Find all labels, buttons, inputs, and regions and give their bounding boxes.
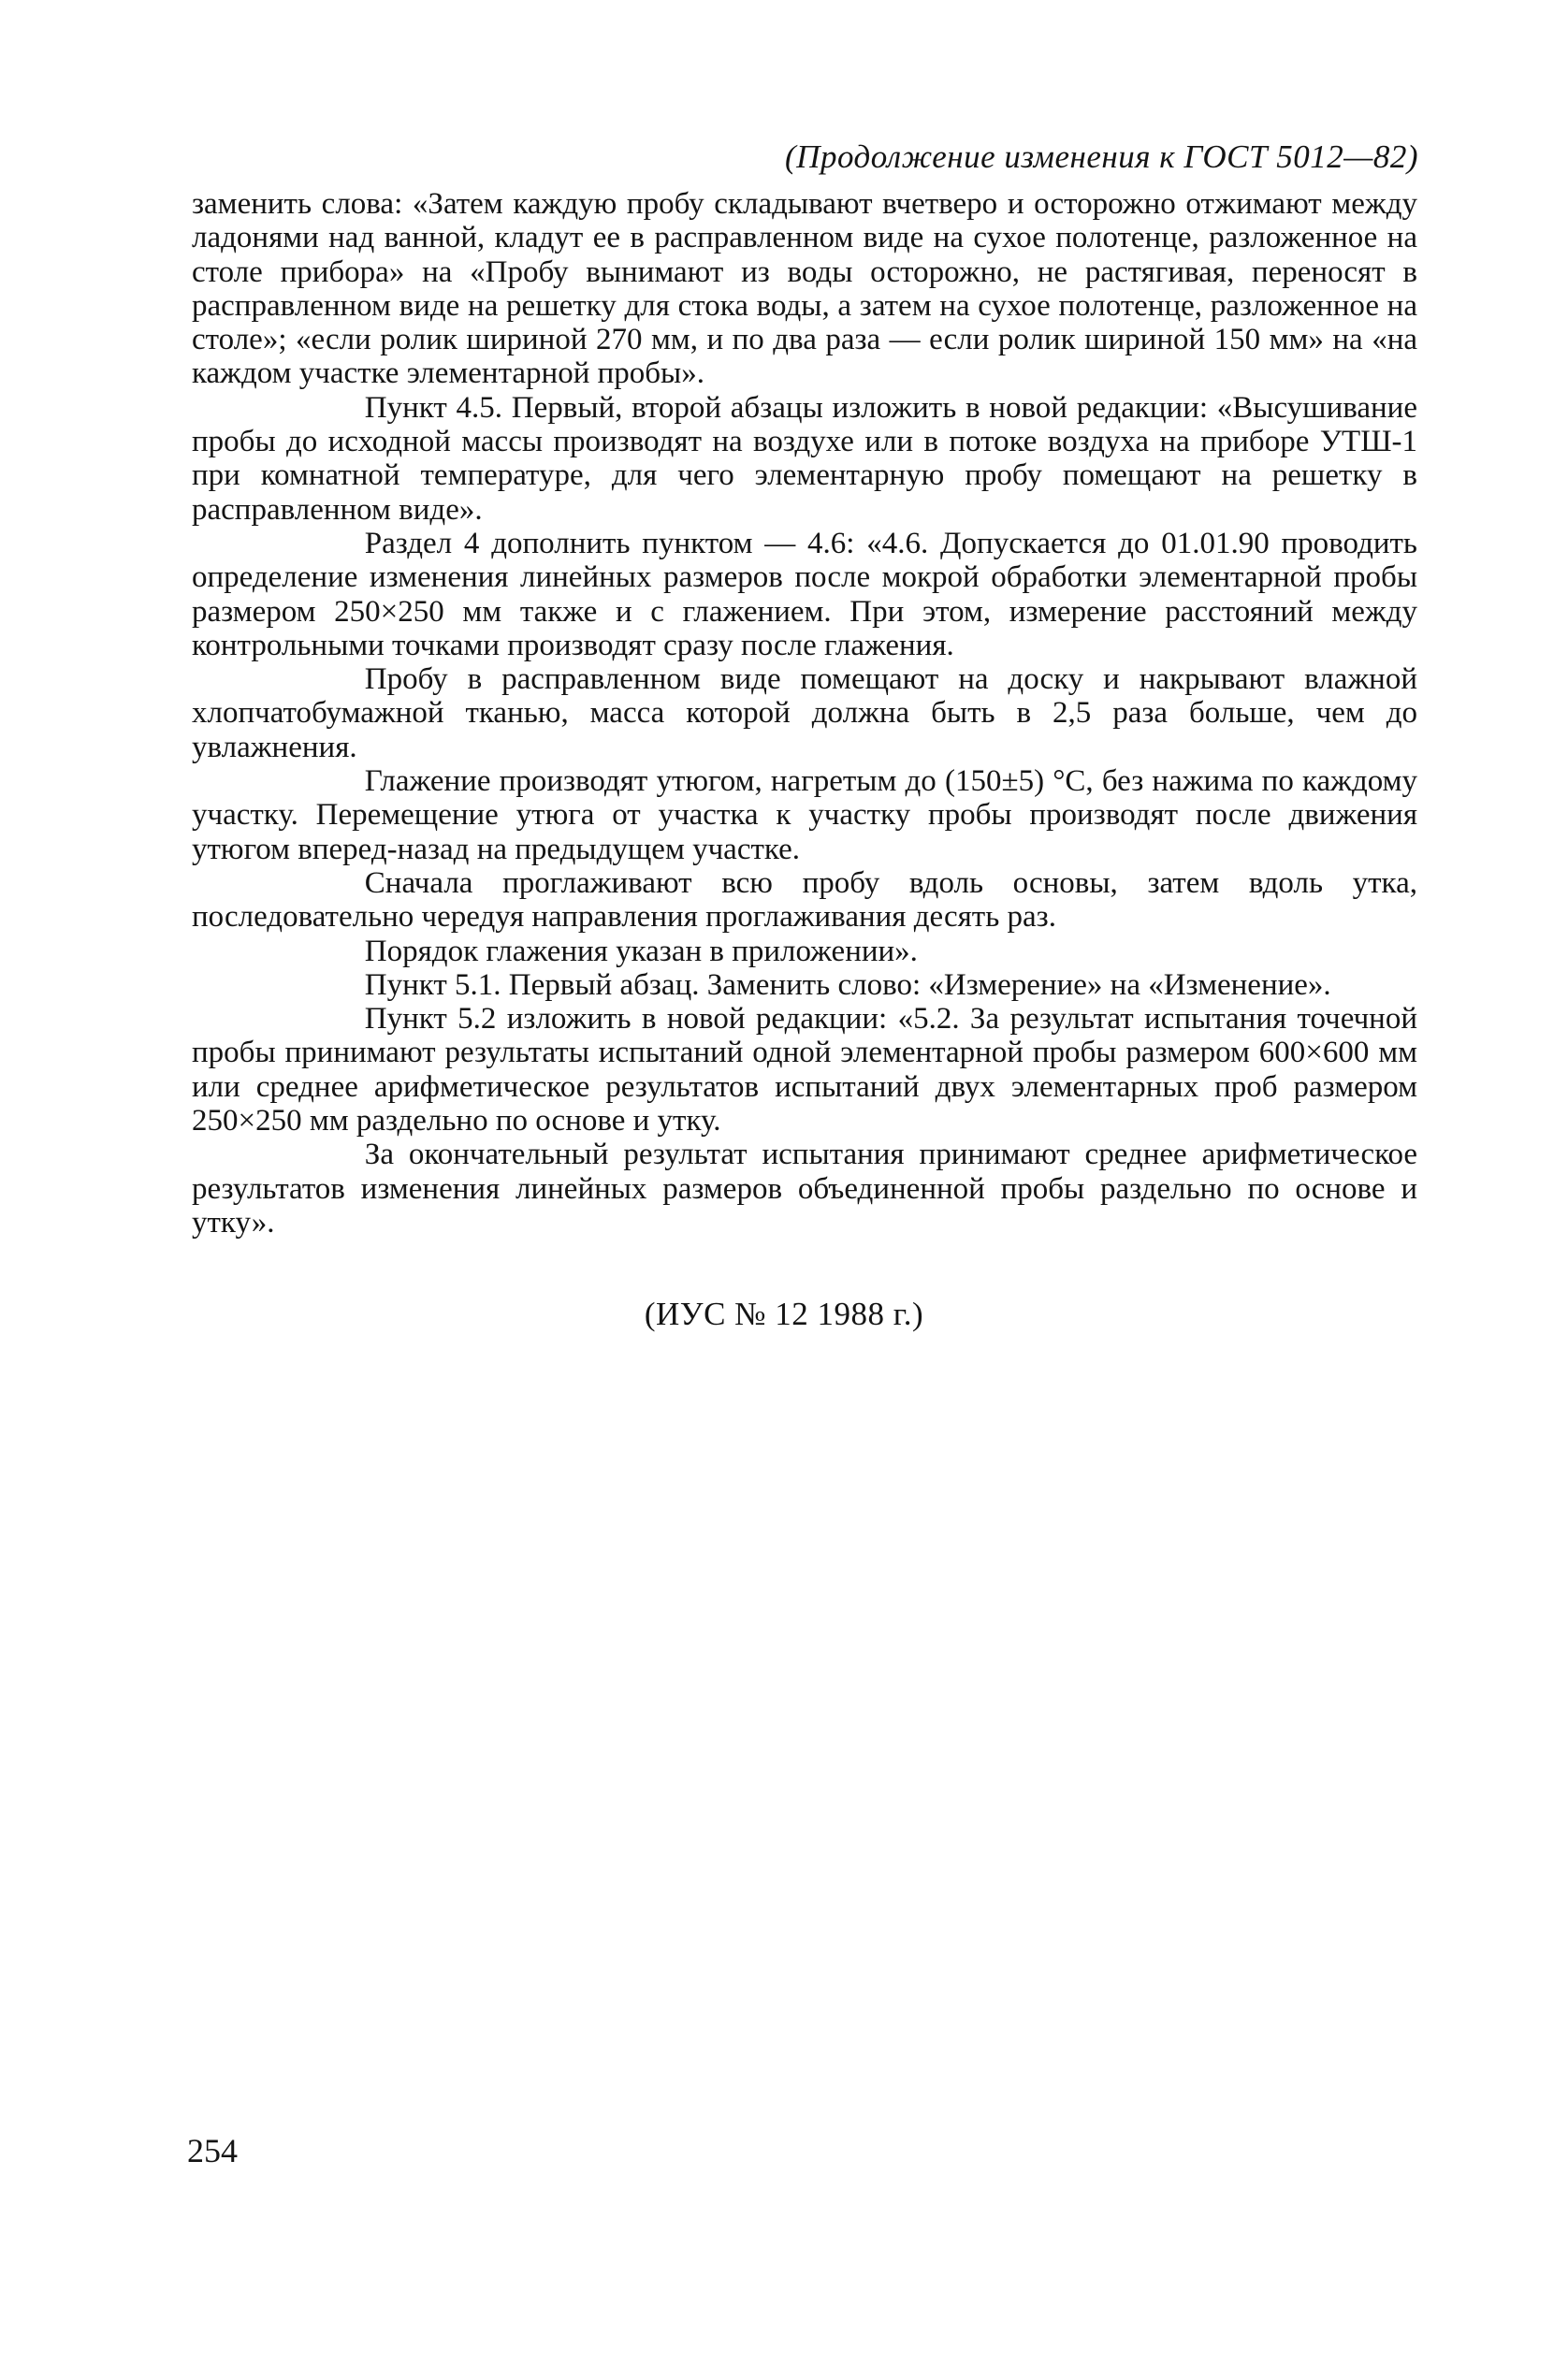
paragraph-5: Глажение производят утюгом, нагретым до (150±5) °С, без нажима по каждому участку. Перемещение утюга от участка к участку пробы производят после движения утюгом вперед-назад на предыдущем участке. xyxy=(192,764,1417,866)
source-note: (ИУС № 12 1988 г.) xyxy=(644,1296,924,1332)
body-text xyxy=(192,187,1417,1240)
paragraph-1: заменить слова: «Затем каждую пробу складывают вчетверо и осторожно отжимают между ладонями над ванной, кладут ее в расправленном виде на сухое полотенце, разложенное на столе прибора» на «Пробу вынимают из воды осторожно, не растягивая, переносят в расправленном виде на решетку для стока воды, а затем на сухое полотенце, разложенное на столе»; «если ролик шириной 270 мм, и по два раза — если ролик шириной 150 мм» на «на каждом участке элементарной пробы». xyxy=(192,187,1417,391)
paragraph-8: Пункт 5.1. Первый абзац. Заменить слово: «Измерение» на «Изменение». xyxy=(364,967,1331,1002)
paragraph-6: Сначала проглаживают всю пробу вдоль основы, затем вдоль утка, последовательно чередуя направления проглаживания десять раз. xyxy=(192,865,1417,935)
page-number: 254 xyxy=(187,2132,238,2169)
paragraph-4: Пробу в расправленном виде помещают на доску и накрывают влажной хлопчатобумажной тканью, масса которой должна быть в 2,5 раза больше, чем до увлажнения. xyxy=(192,662,1417,764)
running-head: (Продолжение изменения к ГОСТ 5012—82) xyxy=(785,138,1418,175)
paragraph-9: Пункт 5.2 изложить в новой редакции: «5.2. За результат испытания точечной пробы принимают результаты испытаний одной элементарной пробы размером 600×600 мм или среднее арифметическое результатов испытаний двух элементарных проб размером 250×250 мм раздельно по основе и утку. xyxy=(192,1002,1417,1138)
paragraph-3: Раздел 4 дополнить пунктом — 4.6: «4.6. Допускается до 01.01.90 проводить определение изменения линейных размеров после мокрой обработки элементарной пробы размером 250×250 мм также и с глажением. При этом, измерение расстояний между контрольными точками производят сразу после глажения. xyxy=(192,526,1417,662)
paragraph-7: Порядок глажения указан в приложении». xyxy=(364,934,918,968)
paragraph-10: За окончательный результат испытания принимают среднее арифметическое результатов изменения линейных размеров объединенной пробы раздельно по основе и утку». xyxy=(192,1138,1417,1240)
paragraph-2: Пункт 4.5. Первый, второй абзацы изложить в новой редакции: «Высушивание пробы до исходной массы производят на воздухе или в потоке воздуха на приборе УТШ-1 при комнатной температуре, для чего элементарную пробу помещают на решетку в расправленном виде». xyxy=(192,390,1417,527)
